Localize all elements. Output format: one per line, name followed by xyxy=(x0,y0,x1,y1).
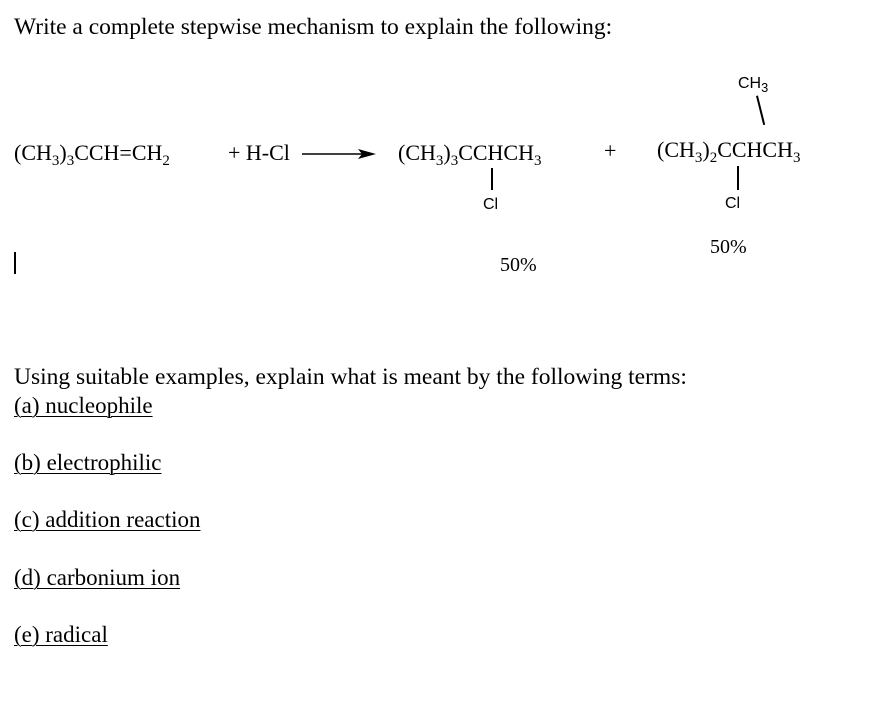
term-nucleophile: (a) nucleophile xyxy=(14,393,153,418)
reactant-prefix: (CH xyxy=(14,140,52,165)
term-carbonium-ion: (d) carbonium ion xyxy=(14,565,181,590)
product-2-sub1: 3 xyxy=(694,149,703,166)
product-2-chlorine: Cl xyxy=(725,195,741,212)
reagent-hcl: + H-Cl xyxy=(228,140,290,165)
product-1-chlorine: Cl xyxy=(483,196,499,213)
question-2-title: Using suitable examples, explain what is meant by the following terms: xyxy=(14,364,687,390)
product-2-top-group: $CH_3$ xyxy=(738,75,769,96)
product-2-sub3: 3 xyxy=(792,149,801,166)
term-electrophilic: (b) electrophilic xyxy=(14,450,162,475)
product-1-prefix: (CH xyxy=(398,140,436,165)
reactant-formula xyxy=(14,140,170,169)
reactant-mid: ) xyxy=(59,140,67,165)
product-2-rest: CCHCH xyxy=(717,137,793,162)
product-1-rest: CCHCH xyxy=(458,140,534,165)
product-2-prefix: (CH xyxy=(657,137,695,162)
product-2-sub2: 2 xyxy=(709,149,718,166)
reactant-sub1: 3 xyxy=(51,152,60,169)
product-2-cl-bond xyxy=(737,166,739,190)
product-1-mid: ) xyxy=(443,140,451,165)
product-2-methyl-bond xyxy=(756,96,765,125)
product-1-sub3: 3 xyxy=(533,152,542,169)
product-2-methyl-group xyxy=(738,75,769,96)
reactant-sub3: 2 xyxy=(162,152,170,169)
text-cursor xyxy=(14,252,16,274)
products-plus: + xyxy=(604,138,617,163)
product-2-mid: ) xyxy=(702,137,710,162)
question-1-title: Write a complete stepwise mechanism to explain the following: xyxy=(14,14,613,40)
reaction-arrow-icon xyxy=(300,146,378,162)
product-1-formula xyxy=(398,140,542,169)
product-2-top-group-sub: 3 xyxy=(761,80,769,96)
reactant-rest: CCH=CH xyxy=(74,140,163,165)
product-2-formula xyxy=(657,137,801,166)
term-addition-reaction: (c) addition reaction xyxy=(14,507,201,532)
product-1-sub1: 3 xyxy=(435,152,444,169)
product-2-yield: 50% xyxy=(710,236,747,258)
product-1-sub2: 3 xyxy=(450,152,459,169)
reactant-sub2: 3 xyxy=(66,152,75,169)
product-1-cl-bond xyxy=(491,168,493,190)
term-radical: (e) radical xyxy=(14,622,108,647)
product-1-yield: 50% xyxy=(500,254,537,276)
